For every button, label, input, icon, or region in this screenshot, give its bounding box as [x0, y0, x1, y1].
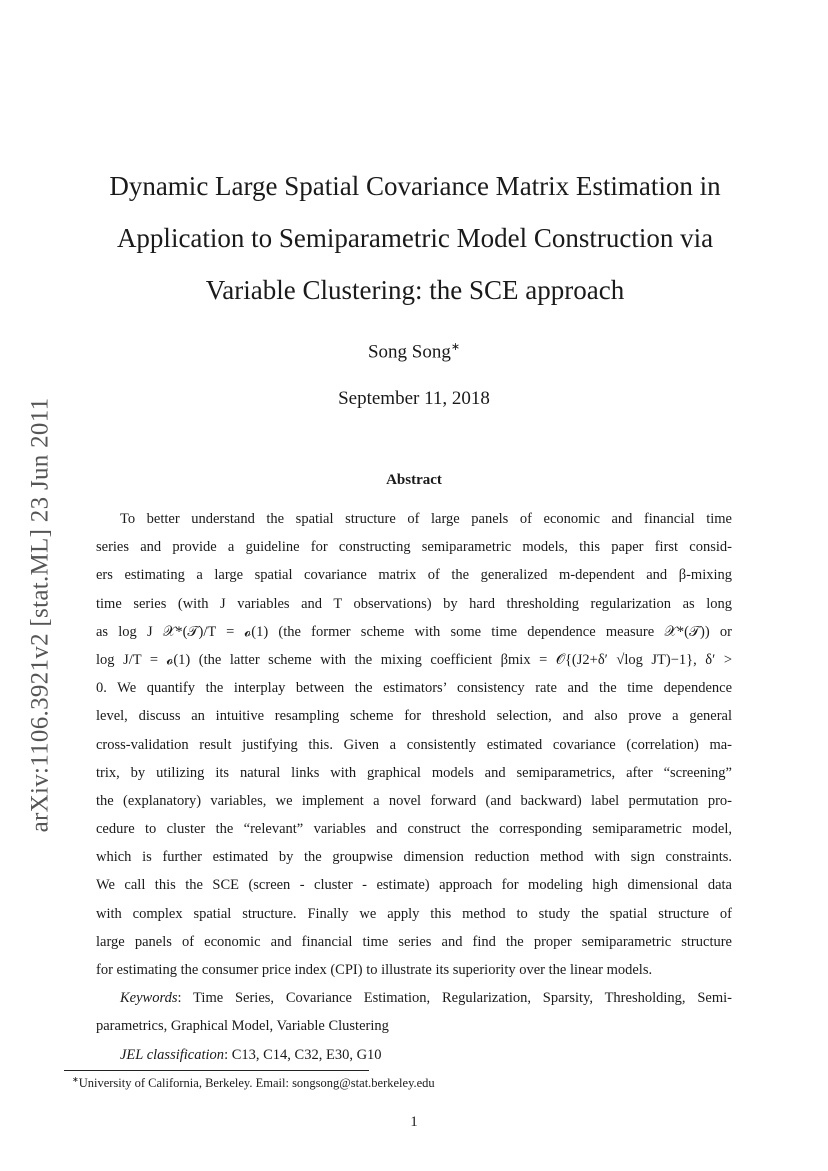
abstract-line: ers estimating a large spatial covariance matrix of the generalized m-dependent and β-mixing [96, 567, 732, 584]
arxiv-sidebar-stamp [20, 370, 60, 860]
keywords-line-2: parametrics, Graphical Model, Variable Clustering [96, 1018, 389, 1035]
jel-line [96, 1041, 732, 1069]
keywords-text: : Time Series, Covariance Estimation, Regularization, Sparsity, Thresholding, Semi- [177, 990, 732, 1007]
abstract-line: as log J 𝒳*(𝒯)/T = 𝓸(1) (the former scheme with some time dependence measure 𝒳*(𝒯)) or [96, 623, 732, 640]
footnote [72, 1075, 435, 1091]
abstract-line: which is further estimated by the groupwise dimension reduction method with sign constraints. [96, 849, 732, 866]
abstract-line: To better understand the spatial structure of large panels of economic and financial time [120, 511, 732, 527]
title-line-2: Application to Semiparametric Model Construction via [116, 223, 714, 253]
abstract-line: level, discuss an intuitive resampling scheme for threshold selection, and also prove a general [96, 708, 732, 725]
abstract-line: We call this the SCE (screen - cluster - estimate) approach for modeling high dimensional data [96, 877, 732, 894]
abstract-line: for estimating the consumer price index (CPI) to illustrate its superiority over the linear models. [96, 962, 653, 978]
abstract-line: large panels of economic and financial time series and find the proper semiparametric structure [96, 933, 732, 950]
abstract-line: time series (with J variables and T observations) by hard thresholding regularization as long [96, 595, 732, 612]
arxiv-identifier: arXiv:1106.3921v2 [stat.ML] 23 Jun 2011 [26, 397, 53, 833]
abstract-line: log J/T = 𝓸(1) (the latter scheme with the mixing coefficient βmix = 𝒪{(J2+δ′ √log JT)−1}, δ′ > [96, 651, 732, 668]
abstract-line: series and provide a guideline for constructing semiparametric models, this paper first consid- [96, 539, 732, 556]
abstract-heading: Abstract [386, 472, 442, 488]
author-footnote-mark: ∗ [450, 341, 461, 353]
title-line-1: Dynamic Large Spatial Covariance Matrix Estimation in [109, 171, 721, 201]
publication-date: September 11, 2018 [338, 388, 490, 409]
footnote-mark: ∗ [72, 1075, 79, 1084]
page-number: 1 [410, 1114, 418, 1130]
paper-title [90, 160, 740, 316]
footnote-text: University of California, Berkeley. Email: songsong@stat.berkeley.edu [78, 1076, 435, 1091]
jel-label: JEL classification [120, 1046, 225, 1063]
jel-codes: : C13, C14, C32, E30, G10 [224, 1046, 382, 1063]
title-line-3: Variable Clustering: the SCE approach [205, 275, 625, 305]
keywords-line-1 [96, 984, 732, 1012]
author-name: Song Song [367, 341, 451, 363]
abstract-line: 0. We quantify the interplay between the estimators’ consistency rate and the time dependence [96, 680, 732, 697]
keywords-label: Keywords [120, 990, 178, 1007]
abstract-line: with complex spatial structure. Finally we apply this method to study the spatial structure of [96, 905, 732, 922]
abstract-line: trix, by utilizing its natural links with graphical models and semiparametrics, after “screening” [96, 764, 732, 781]
abstract-line: the (explanatory) variables, we implement a novel forward (and backward) label permutation pro- [96, 792, 732, 809]
abstract-line: cross-validation result justifying this. Given a consistently estimated covariance (correlation) ma- [96, 736, 732, 753]
abstract-line: cedure to cluster the “relevant” variables and construct the corresponding semiparametric model, [96, 821, 732, 838]
abstract-body [96, 505, 732, 1069]
author [0, 340, 828, 363]
footnote-rule [64, 1070, 369, 1071]
